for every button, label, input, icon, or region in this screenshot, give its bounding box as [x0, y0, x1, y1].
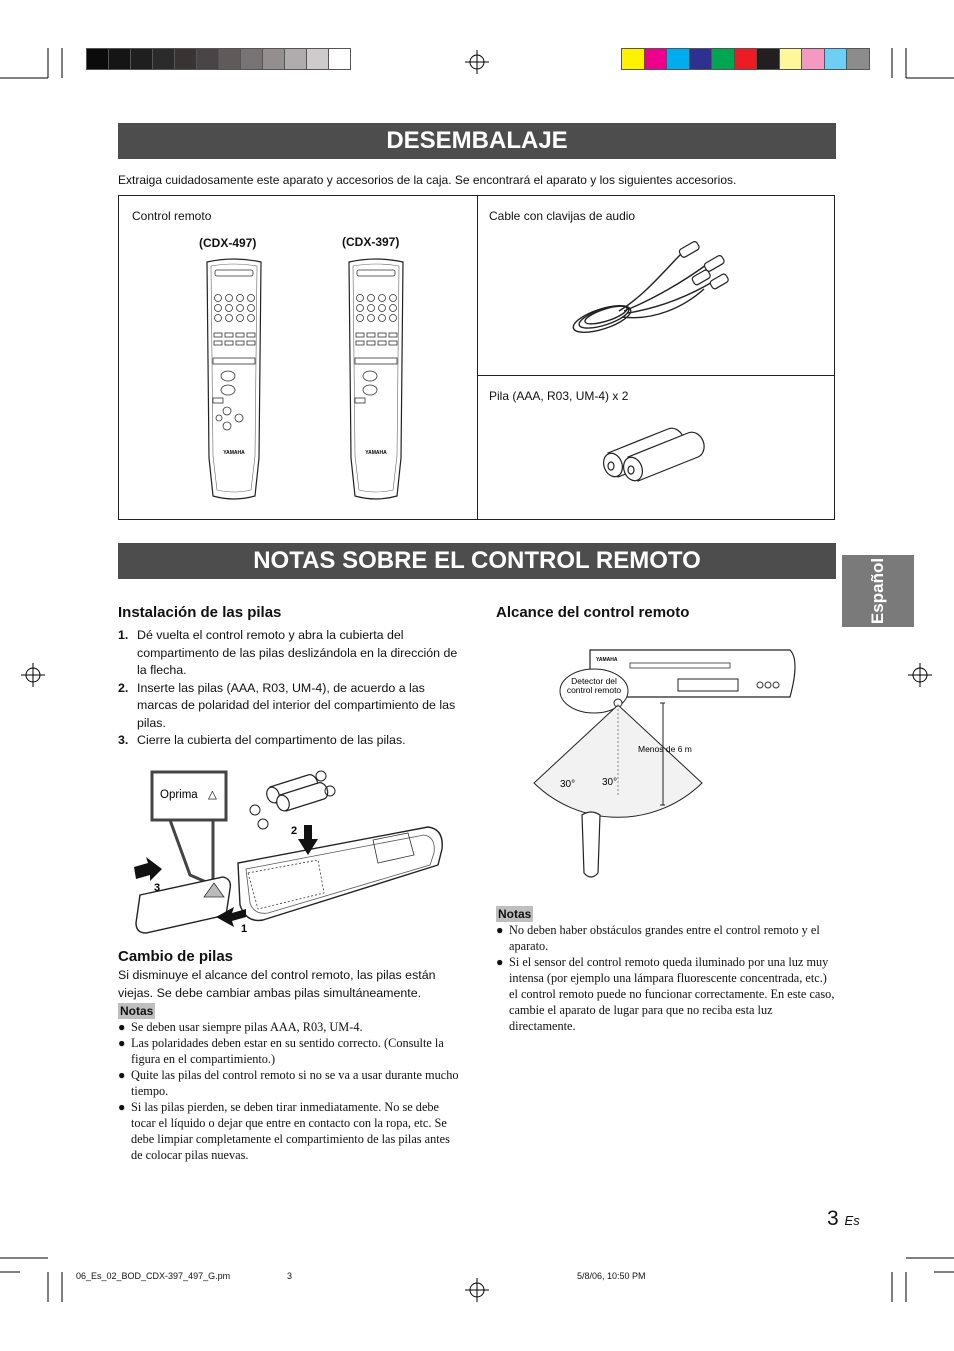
color-swatch	[284, 48, 307, 70]
cable-label: Cable con clavijas de audio	[489, 209, 636, 223]
list-item: ● Se deben usar siempre pilas AAA, R03, UM-4.	[118, 1020, 363, 1034]
accessories-box	[118, 195, 835, 520]
registration-mark-bottom	[465, 1278, 489, 1302]
change-notes	[118, 1019, 463, 1163]
brand-logo-text: YAMAHA	[596, 657, 618, 663]
batteries-image	[596, 421, 706, 483]
footer-date: 5/8/06, 10:50 PM	[577, 1271, 646, 1281]
install-step: 1. Dé vuelta el control remoto y abra la cubierta del compartimento de las pilas deslizándola en la dirección de la flecha.	[118, 628, 458, 677]
range-diagram	[510, 645, 810, 885]
registration-mark-left	[21, 663, 45, 687]
brand-logo-text: YAMAHA	[365, 450, 387, 456]
color-swatch	[152, 48, 175, 70]
notes-label: Notas	[498, 907, 532, 921]
color-swatch	[666, 48, 690, 70]
triangle-icon: △	[208, 789, 217, 801]
intro-text: Extraiga cuidadosamente este aparato y accesorios de la caja. Se encontrará el aparato y los siguientes accesorios.	[118, 173, 737, 187]
color-swatch	[240, 48, 263, 70]
list-item: ● Si el sensor del control remoto queda iluminado por una luz muy intensa (por ejemplo una lámpara fluorescente concentrada, etc.) el control remoto puede no funcionar correctamente. En este caso, cambie el aparato de lugar para que no reciba esta luz directamente.	[496, 955, 835, 1033]
angle-left: 30°	[560, 779, 576, 790]
footer-page: 3	[287, 1271, 293, 1281]
list-item: ● Si las pilas pierden, se deben tirar inmediatamente. No se debe tocar el líquido o dejar que entre en contacto con la ropa, etc. Se debe limpiar completamente el compartimiento de las pilas antes de colocar pilas nuevas.	[118, 1100, 450, 1162]
color-swatch	[644, 48, 668, 70]
step-number: 2	[291, 825, 298, 837]
color-swatch	[801, 48, 825, 70]
color-swatch	[86, 48, 109, 70]
color-swatch	[306, 48, 329, 70]
divider	[477, 375, 835, 376]
heading-install: Instalación de las pilas	[118, 604, 282, 621]
color-swatch	[218, 48, 241, 70]
color-swatch	[756, 48, 780, 70]
color-swatch	[262, 48, 285, 70]
install-steps	[118, 627, 458, 750]
language-tab	[842, 555, 914, 627]
color-swatch	[174, 48, 197, 70]
color-swatch	[328, 48, 351, 70]
battery-label: Pila (AAA, R03, UM-4) x 2	[489, 389, 629, 403]
callout-oprima: Oprima	[160, 789, 198, 801]
divider	[477, 196, 478, 520]
range-notes	[496, 922, 836, 1034]
list-item: ● Las polaridades deben estar en su sentido correcto. (Consulte la figura en el compartimiento.)	[118, 1036, 444, 1066]
notes-label: Notas	[120, 1004, 154, 1018]
color-swatch	[734, 48, 758, 70]
color-swatch	[846, 48, 870, 70]
angle-right: 30°	[602, 777, 618, 788]
color-swatch	[689, 48, 713, 70]
color-swatch	[621, 48, 645, 70]
color-swatch	[779, 48, 803, 70]
distance-label: Menos de 6 m	[638, 744, 692, 754]
list-item: ● No deben haber obstáculos grandes entre el control remoto y el aparato.	[496, 923, 820, 953]
registration-mark-right	[908, 663, 932, 687]
battery-install-diagram	[128, 765, 448, 940]
brand-logo-text: YAMAHA	[223, 450, 245, 456]
section-title-notas: NOTAS SOBRE EL CONTROL REMOTO	[118, 543, 836, 579]
color-swatch	[196, 48, 219, 70]
step-number: 1	[241, 923, 248, 935]
model-cdx497: (CDX-497)	[199, 236, 257, 250]
color-swatch	[824, 48, 848, 70]
model-cdx397: (CDX-397)	[342, 235, 400, 249]
detector-label-2: control remoto	[566, 685, 622, 695]
heading-range: Alcance del control remoto	[496, 604, 690, 621]
section-title-desembalaje: DESEMBALAJE	[118, 123, 836, 159]
step-number: 3	[154, 882, 161, 894]
footer-file: 06_Es_02_BOD_CDX-397_497_G.pm	[76, 1271, 231, 1281]
heading-change: Cambio de pilas	[118, 948, 234, 965]
install-step: 3. Cierre la cubierta del compartimento de las pilas.	[118, 733, 406, 747]
color-swatch	[711, 48, 735, 70]
page-number: 3 Es	[827, 1207, 860, 1230]
install-step: 2. Inserte las pilas (AAA, R03, UM-4), de acuerdo a las marcas de polaridad del interior del compartimiento de las pilas.	[118, 680, 456, 730]
language-tab-label: Español	[868, 557, 887, 625]
detector-label-1: Detector del	[571, 676, 617, 686]
audio-cable-image	[564, 241, 739, 341]
remote-cdx497-image	[203, 258, 265, 504]
registration-mark-top	[465, 50, 489, 74]
change-text: Si disminuye el alcance del control remoto, las pilas están viejas. Se debe cambiar ambas pilas simultáneamente.	[118, 968, 436, 1000]
arrow-right-icon	[134, 857, 162, 881]
remote-cdx397-image	[345, 258, 407, 504]
color-swatch	[108, 48, 131, 70]
list-item: ● Quite las pilas del control remoto si no se va a usar durante mucho tiempo.	[118, 1068, 459, 1098]
remote-label: Control remoto	[132, 209, 212, 223]
color-swatch	[130, 48, 153, 70]
